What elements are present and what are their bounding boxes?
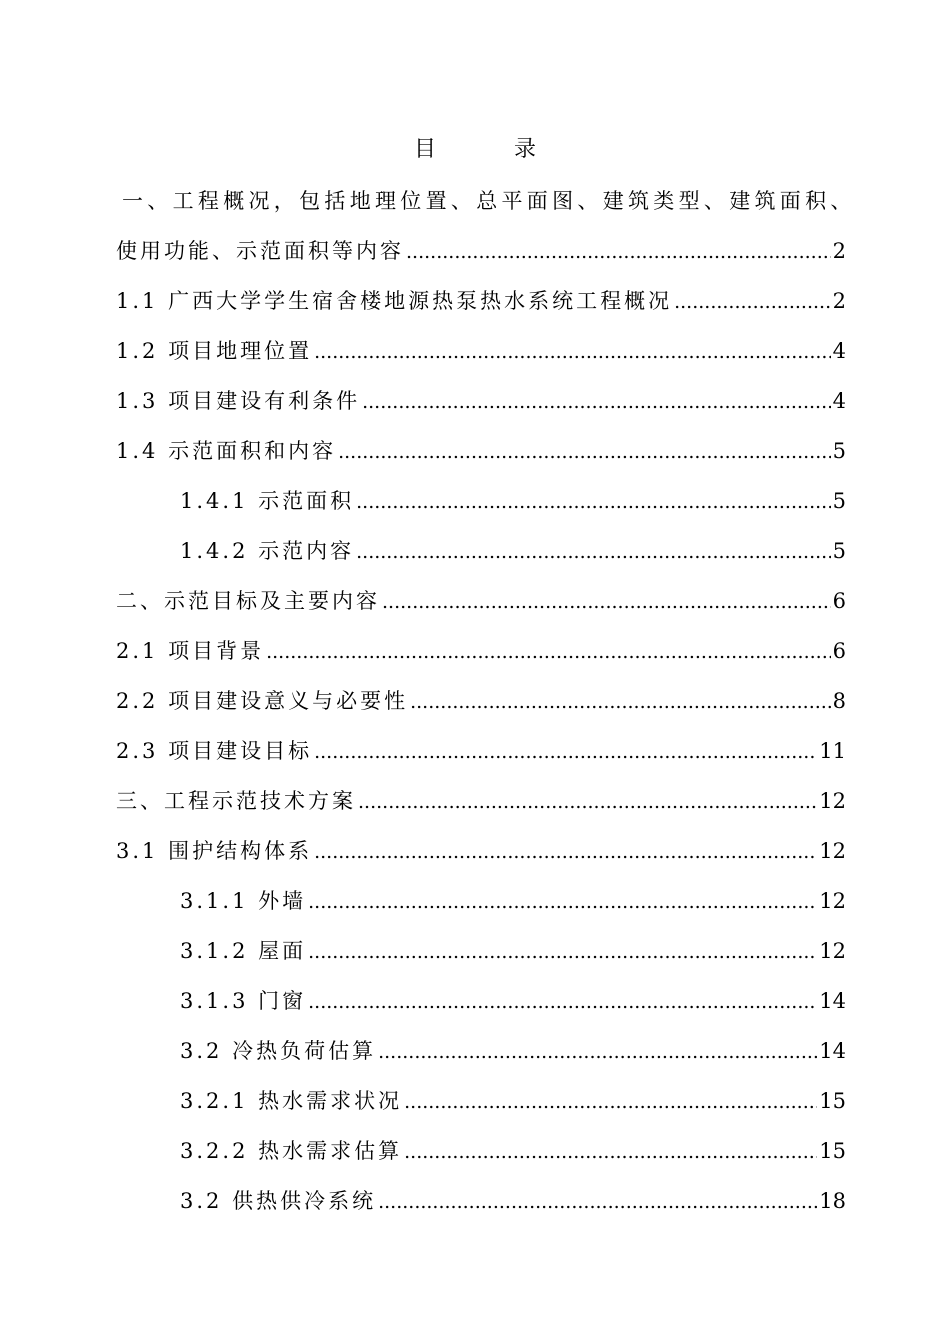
toc-entry[interactable]	[116, 326, 846, 376]
toc-entry-page-number: 4	[832, 389, 846, 413]
toc-entry-page-number: 12	[819, 889, 846, 913]
toc-entry[interactable]	[116, 926, 846, 976]
dot-leader	[406, 227, 831, 277]
dot-leader	[410, 677, 831, 727]
toc-entry[interactable]	[116, 726, 846, 776]
dot-leader	[308, 927, 817, 977]
toc-entry-label: 1.2 项目地理位置	[116, 339, 313, 363]
toc-entry-page-number: 5	[832, 539, 846, 563]
toc-entry-label: 1.3 项目建设有利条件	[116, 389, 361, 413]
toc-entry-label: 3.1.1 外墙	[180, 889, 307, 913]
toc-entry-label: 2.2 项目建设意义与必要性	[116, 689, 409, 713]
toc-entry-label: 三、工程示范技术方案	[116, 789, 356, 813]
toc-entry-page-number: 2	[832, 289, 846, 313]
toc-entry[interactable]	[116, 526, 846, 576]
toc-entry-label: 1.4.1 示范面积	[180, 489, 355, 513]
toc-entry-label: 使用功能、示范面积等内容	[116, 239, 404, 263]
dot-leader	[404, 1077, 817, 1127]
toc-entry-label: 1.1 广西大学学生宿舍楼地源热泵热水系统工程概况	[116, 289, 673, 313]
toc-entry-page-number: 14	[819, 1039, 846, 1063]
dot-leader	[308, 877, 817, 927]
toc-entry-page-number: 12	[819, 789, 846, 813]
toc-entry-label: 1.4.2 示范内容	[180, 539, 355, 563]
dot-leader	[382, 577, 831, 627]
toc-entry[interactable]	[116, 876, 846, 926]
toc-entry[interactable]	[116, 426, 846, 476]
dot-leader	[378, 1027, 817, 1077]
dot-leader	[314, 727, 817, 777]
toc-entry[interactable]	[116, 776, 846, 826]
dot-leader	[378, 1177, 817, 1227]
toc-entry-page-number: 15	[819, 1089, 846, 1113]
toc-entry-label: 1.4 示范面积和内容	[116, 439, 337, 463]
dot-leader	[338, 427, 831, 477]
toc-entry-page-number: 11	[819, 739, 846, 763]
toc-title: 目 录	[413, 137, 564, 162]
toc-entry-page-number: 12	[819, 939, 846, 963]
toc-entry-page-number: 15	[819, 1139, 846, 1163]
toc-entry[interactable]	[116, 626, 846, 676]
toc-list	[116, 176, 856, 1226]
toc-entry-label: 2.3 项目建设目标	[116, 739, 313, 763]
toc-entry-label: 3.2.2 热水需求估算	[180, 1139, 403, 1163]
toc-entry-label: 2.1 项目背景	[116, 639, 265, 663]
toc-entry-label: 3.1.3 门窗	[180, 989, 307, 1013]
toc-entry-label: 3.2 供热供冷系统	[180, 1189, 377, 1213]
toc-entry-page-number: 12	[819, 839, 846, 863]
toc-entry-label: 3.1.2 屋面	[180, 939, 307, 963]
dot-leader	[362, 377, 831, 427]
toc-entry[interactable]	[116, 376, 846, 426]
dot-leader	[314, 827, 817, 877]
toc-entry-first-line[interactable]: 一、工程概况，包括地理位置、总平面图、建筑类型、建筑面积、	[122, 189, 856, 213]
toc-entry-page-number: 18	[819, 1189, 846, 1213]
toc-entry-page-number: 6	[832, 639, 846, 663]
toc-entry[interactable]	[116, 276, 846, 326]
toc-entry-page-number: 4	[832, 339, 846, 363]
dot-leader	[358, 777, 817, 827]
toc-entry-label: 3.1 围护结构体系	[116, 839, 313, 863]
toc-entry[interactable]	[116, 576, 846, 626]
toc-entry[interactable]	[116, 226, 846, 276]
toc-entry[interactable]	[116, 1076, 846, 1126]
toc-entry[interactable]	[116, 1026, 846, 1076]
toc-entry-page-number: 6	[832, 589, 846, 613]
toc-entry-label: 二、示范目标及主要内容	[116, 589, 380, 613]
toc-entry-page-number: 5	[832, 489, 846, 513]
toc-entry[interactable]	[116, 1126, 846, 1176]
toc-entry-page-number: 5	[832, 439, 846, 463]
dot-leader	[356, 477, 831, 527]
dot-leader	[404, 1127, 817, 1177]
toc-entry-page-number: 8	[832, 689, 846, 713]
dot-leader	[674, 277, 831, 327]
dot-leader	[308, 977, 817, 1027]
toc-entry[interactable]	[116, 676, 846, 726]
toc-entry-page-number: 2	[832, 239, 846, 263]
toc-entry[interactable]	[116, 976, 846, 1026]
toc-entry[interactable]	[116, 1176, 846, 1226]
toc-entry[interactable]	[116, 476, 846, 526]
toc-entry-page-number: 14	[819, 989, 846, 1013]
dot-leader	[356, 527, 831, 577]
dot-leader	[266, 627, 831, 677]
dot-leader	[314, 327, 831, 377]
toc-entry-label: 3.2.1 热水需求状况	[180, 1089, 403, 1113]
toc-entry[interactable]	[116, 826, 846, 876]
toc-entry-label: 3.2 冷热负荷估算	[180, 1039, 377, 1063]
